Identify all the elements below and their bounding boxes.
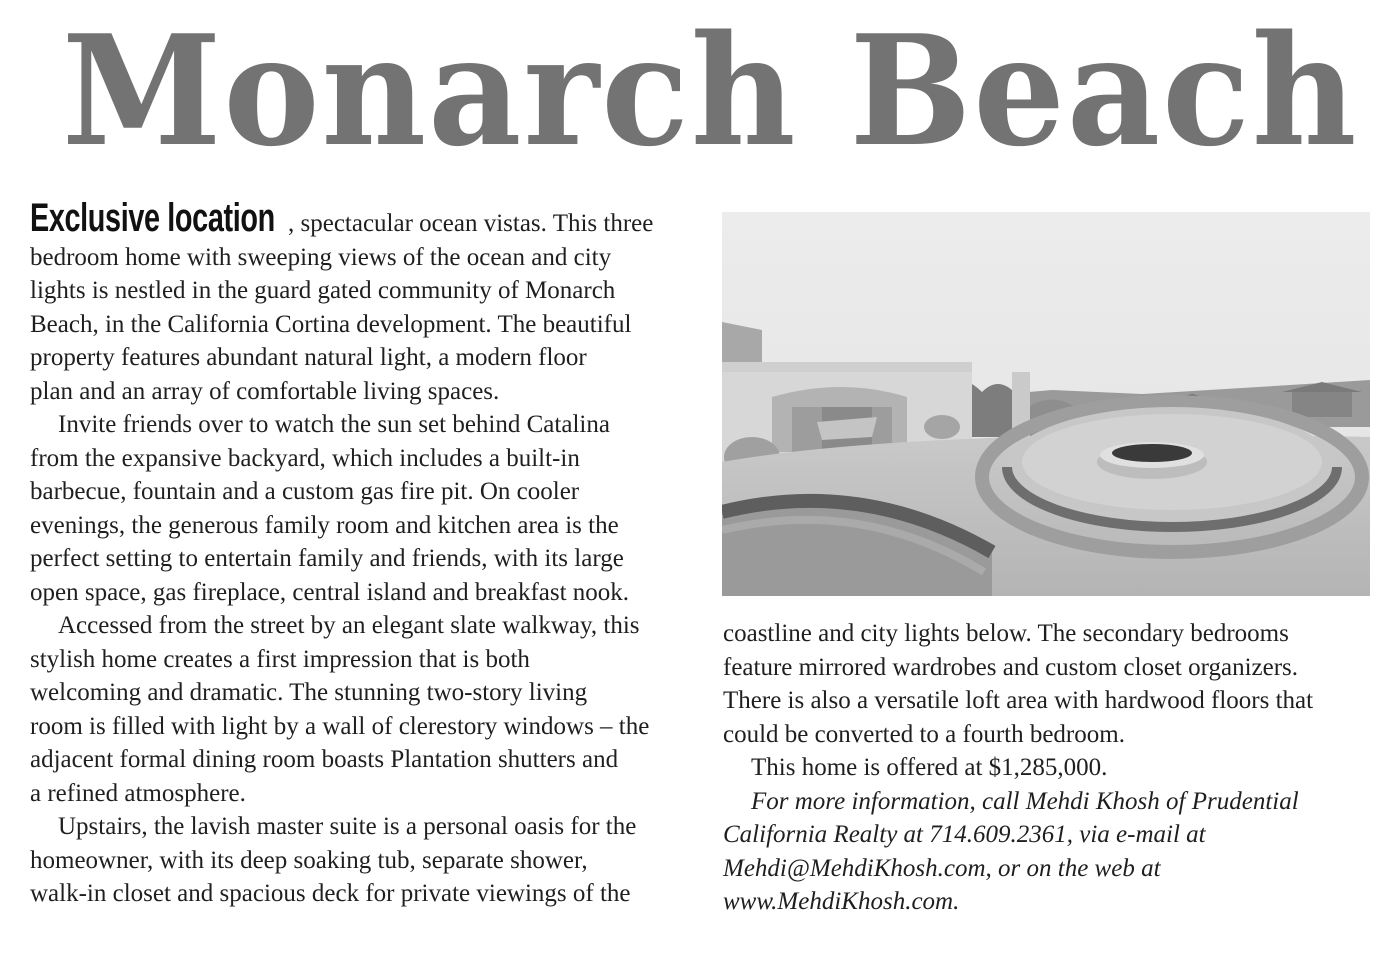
para-1-line: Beach, in the California Cortina development. The beautiful <box>30 310 632 338</box>
para-2-line: from the expansive backyard, which includes a built-in <box>30 444 580 472</box>
para-4-line: homeowner, with its deep soaking tub, separate shower, <box>30 846 588 874</box>
contact-line: www.MehdiKhosh.com. <box>723 888 960 915</box>
para-1-line: bedroom home with sweeping views of the ocean and city <box>30 243 612 271</box>
para-2-line: perfect setting to entertain family and friends, with its large <box>30 545 624 572</box>
para-2-line: Invite friends over to watch the sun set behind Catalina <box>58 411 610 438</box>
paragraph-2 <box>30 408 688 609</box>
fire-pit-illustration <box>722 212 1370 596</box>
para-3-line: welcoming and dramatic. The stunning two-story living <box>30 679 588 706</box>
para-4-line: walk-in closet and spacious deck for private viewings of the <box>30 880 631 907</box>
paragraph-4-start <box>30 810 688 911</box>
para-4-line: Upstairs, the lavish master suite is a personal oasis for the <box>58 813 637 840</box>
para-3-line: adjacent formal dining room boasts Plantation shutters and <box>30 746 619 773</box>
paragraph-price <box>723 751 1363 785</box>
para-1-line: property features abundant natural light, a modern floor <box>30 344 587 371</box>
para-4-line: feature mirrored wardrobes and custom closet organizers. <box>723 653 1299 681</box>
para-3-line: Accessed from the street by an elegant slate walkway, this <box>58 612 640 639</box>
paragraph-4-end <box>723 617 1363 751</box>
contact-line: California Realty at 714.609.2361, via e-mail at <box>723 821 1206 848</box>
para-1-line: plan and an array of comfortable living spaces. <box>30 377 500 405</box>
para-4-line: There is also a versatile loft area with hardwood floors that <box>723 687 1314 714</box>
para-1-line: lights is nestled in the guard gated community of Monarch <box>30 277 616 304</box>
para-3-line: stylish home creates a first impression that is both <box>30 645 530 673</box>
text-column-left <box>30 198 688 911</box>
page-title: Monarch Beach <box>62 1 1359 180</box>
para-3-line: room is filled with light by a wall of clerestory windows – the <box>30 712 650 740</box>
contact-line: For more information, call Mehdi Khosh of Prudential <box>751 787 1299 815</box>
para-1-line-1-text: spectacular ocean vistas. This three <box>300 210 654 237</box>
para-3-line: a refined atmosphere. <box>30 779 246 807</box>
text-column-right <box>723 617 1363 919</box>
paragraph-contact <box>723 785 1363 919</box>
backyard-photo <box>722 212 1370 596</box>
para-2-line: evenings, the generous family room and kitchen area is the <box>30 511 619 539</box>
para-2-line: barbecue, fountain and a custom gas fire pit. On cooler <box>30 478 580 505</box>
paragraph-1 <box>30 198 688 408</box>
para-2-line: open space, gas fireplace, central island and breakfast nook. <box>30 578 630 606</box>
contact-line: Mehdi@MehdiKhosh.com, or on the web at <box>723 854 1161 882</box>
para-1-line-1: , <box>288 210 301 237</box>
paragraph-3 <box>30 609 688 810</box>
para-4-line: could be converted to a fourth bedroom. <box>723 720 1125 748</box>
para-4-line: coastline and city lights below. The secondary bedrooms <box>723 620 1289 647</box>
price-line: This home is offered at $1,285,000. <box>751 754 1108 781</box>
lead-in: Exclusive location <box>30 196 275 240</box>
